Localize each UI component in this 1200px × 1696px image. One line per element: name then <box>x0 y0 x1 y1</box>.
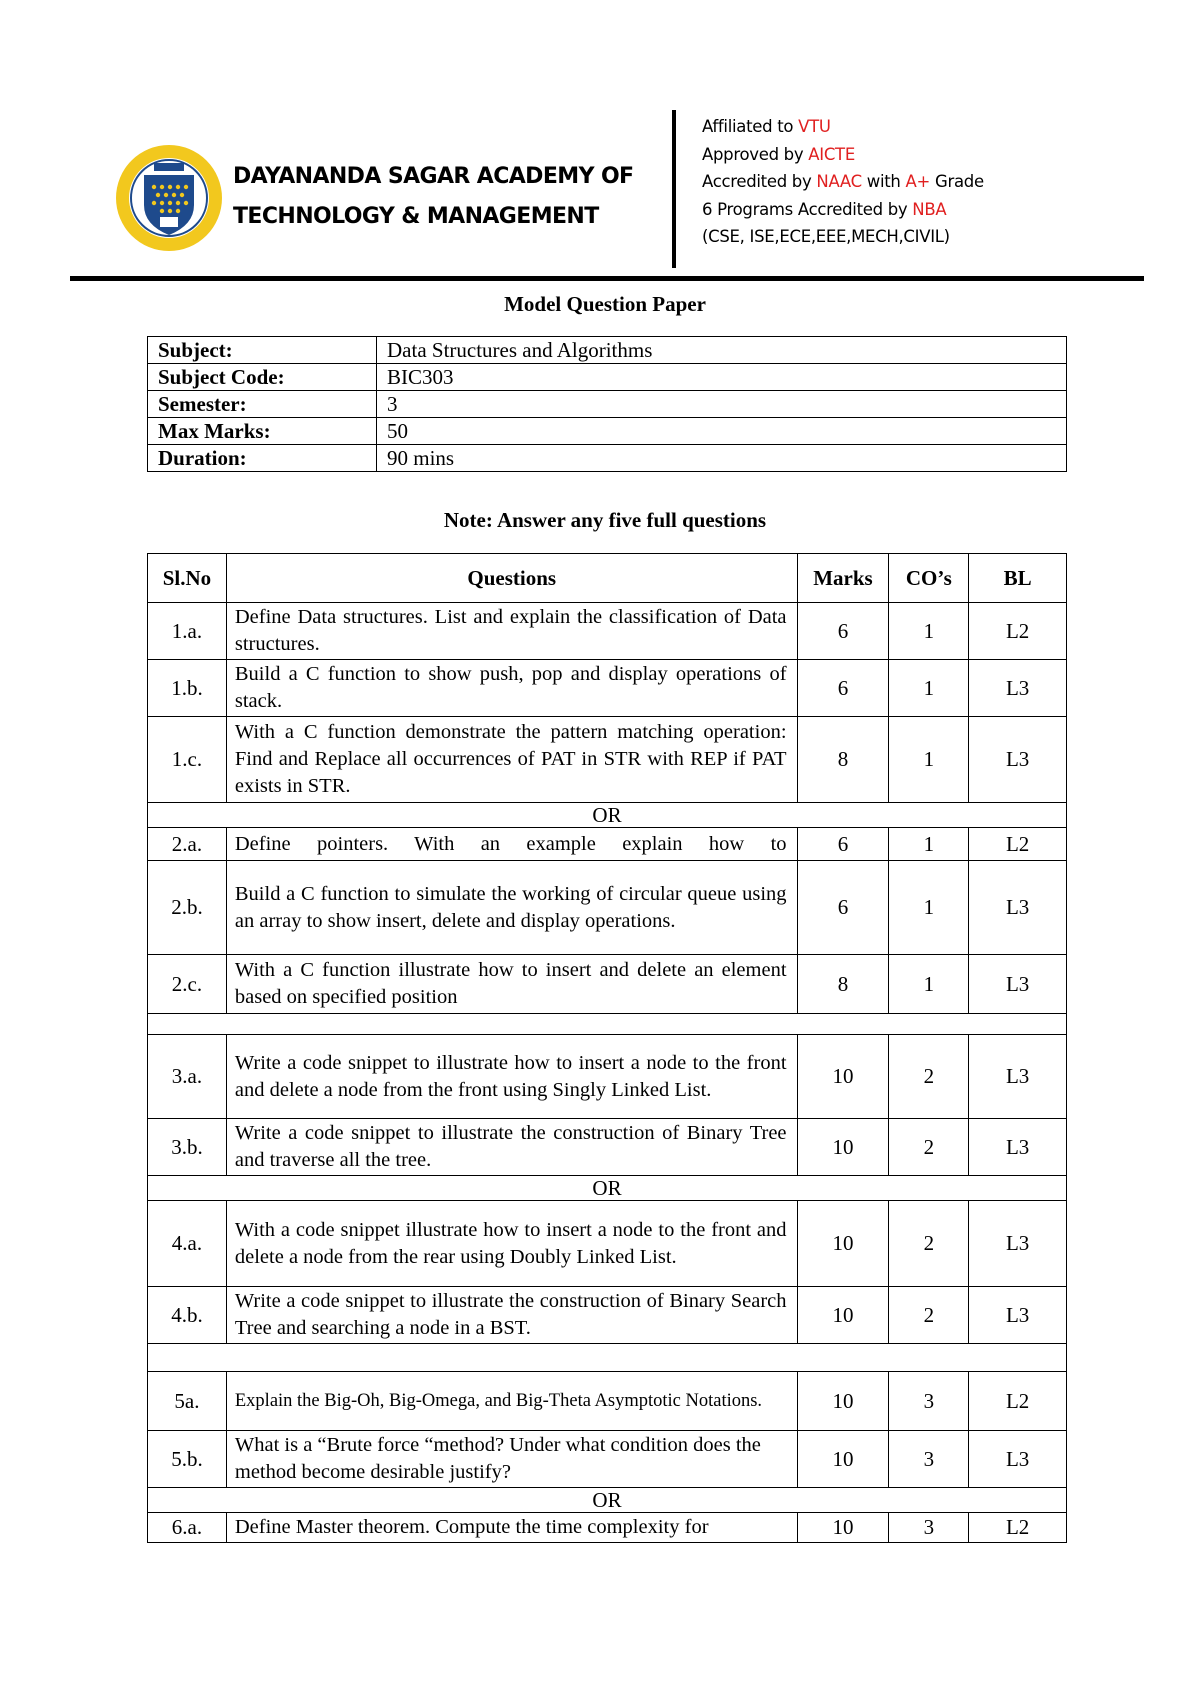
affiliation-line <box>702 113 984 141</box>
cell-slno: 4.b. <box>148 1287 227 1344</box>
cell-bl: L2 <box>969 1372 1067 1431</box>
column-header-questions: Questions <box>226 554 797 603</box>
cell-marks: 6 <box>797 861 889 955</box>
cell-co: 1 <box>889 828 969 861</box>
cell-bl: L3 <box>969 1119 1067 1176</box>
page-title: Model Question Paper <box>504 292 706 316</box>
accreditation-highlight: AICTE <box>808 144 855 164</box>
accreditation-block <box>702 113 984 251</box>
cell-marks: 6 <box>797 603 889 660</box>
table-row <box>148 660 1067 717</box>
table-row <box>148 1287 1067 1344</box>
cell-co: 1 <box>889 955 969 1014</box>
nba-line <box>702 196 984 224</box>
accreditation-text: Approved by <box>702 144 809 164</box>
cell-question: Define pointers. With an example explain how to <box>226 828 797 861</box>
cell-slno: 2.a. <box>148 828 227 861</box>
cell-question: Define Master theorem. Compute the time complexity for <box>226 1513 797 1543</box>
table-row <box>148 1372 1067 1431</box>
cell-marks: 10 <box>797 1035 889 1119</box>
cell-bl: L2 <box>969 1513 1067 1543</box>
cell-slno: 2.b. <box>148 861 227 955</box>
info-row <box>148 445 1067 472</box>
or-label: OR <box>148 803 1067 828</box>
accreditation-text: 6 Programs Accredited by <box>702 199 913 219</box>
cell-bl: L2 <box>969 603 1067 660</box>
cell-slno: 6.a. <box>148 1513 227 1543</box>
cell-marks: 10 <box>797 1372 889 1431</box>
cell-marks: 10 <box>797 1201 889 1287</box>
cell-question: With a code snippet illustrate how to insert a node to the front and delete a node from the rear using Doubly Linked List. <box>226 1201 797 1287</box>
accreditation-highlight: NAAC <box>816 172 862 191</box>
info-label: Subject Code: <box>148 364 377 391</box>
subject-info-table <box>147 336 1067 472</box>
table-row <box>148 1201 1067 1287</box>
cell-slno: 5.b. <box>148 1431 227 1488</box>
cell-marks: 10 <box>797 1431 889 1488</box>
cell-co: 2 <box>889 1287 969 1344</box>
cell-bl: L3 <box>969 717 1067 803</box>
spacer-row <box>148 1014 1067 1035</box>
cell-co: 2 <box>889 1201 969 1287</box>
cell-co: 1 <box>889 603 969 660</box>
info-row <box>148 364 1067 391</box>
cell-bl: L3 <box>969 660 1067 717</box>
table-row <box>148 1035 1067 1119</box>
header-divider <box>672 110 676 268</box>
table-row <box>148 603 1067 660</box>
institution-name-line: TECHNOLOGY & MANAGEMENT <box>233 204 599 229</box>
table-row <box>148 1513 1067 1543</box>
info-value: 90 mins <box>377 445 1067 472</box>
cell-marks: 10 <box>797 1513 889 1543</box>
cell-slno: 2.c. <box>148 955 227 1014</box>
institution-crest-icon <box>114 143 224 253</box>
accreditation-text: with <box>861 172 906 191</box>
accreditation-highlight: NBA <box>912 199 947 219</box>
info-label: Subject: <box>148 337 377 364</box>
cell-marks: 6 <box>797 828 889 861</box>
info-row <box>148 391 1067 418</box>
cell-question: With a C function illustrate how to insert and delete an element based on specified position <box>226 955 797 1014</box>
cell-question: With a C function demonstrate the pattern matching operation: Find and Replace all occurrences of PAT in STR with REP if PAT exists in STR. <box>226 717 797 803</box>
info-label: Max Marks: <box>148 418 377 445</box>
table-row <box>148 1431 1067 1488</box>
cell-co: 3 <box>889 1372 969 1431</box>
column-header-cos: CO’s <box>889 554 969 603</box>
cell-slno: 3.a. <box>148 1035 227 1119</box>
cell-marks: 10 <box>797 1287 889 1344</box>
or-row <box>148 1176 1067 1201</box>
cell-marks: 8 <box>797 955 889 1014</box>
page-header <box>0 0 1200 290</box>
info-label: Duration: <box>148 445 377 472</box>
info-value: 50 <box>377 418 1067 445</box>
cell-co: 2 <box>889 1035 969 1119</box>
accreditation-highlight: A+ <box>905 172 931 191</box>
programs-line <box>702 223 984 251</box>
cell-question: Write a code snippet to illustrate the construction of Binary Tree and traverse all the tree. <box>226 1119 797 1176</box>
info-row <box>148 418 1067 445</box>
approval-line <box>702 141 984 169</box>
table-row <box>148 828 1067 861</box>
cell-bl: L3 <box>969 1035 1067 1119</box>
accreditation-text: (CSE, ISE,ECE,EEE,MECH,CIVIL) <box>702 227 950 246</box>
accreditation-line <box>702 168 984 196</box>
header-rule <box>70 276 1144 281</box>
accreditation-text: Accredited by <box>702 172 817 191</box>
cell-marks: 8 <box>797 717 889 803</box>
or-row <box>148 1488 1067 1513</box>
table-row <box>148 1119 1067 1176</box>
or-row <box>148 803 1067 828</box>
cell-co: 1 <box>889 861 969 955</box>
institution-name-line: DAYANANDA SAGAR ACADEMY OF <box>233 164 634 189</box>
accreditation-highlight: VTU <box>798 117 831 136</box>
info-value: Data Structures and Algorithms <box>377 337 1067 364</box>
column-header-bl: BL <box>969 554 1067 603</box>
questions-table <box>147 553 1067 1543</box>
accreditation-text: Affiliated to <box>702 117 799 136</box>
table-row <box>148 955 1067 1014</box>
or-label: OR <box>148 1488 1067 1513</box>
cell-slno: 5a. <box>148 1372 227 1431</box>
cell-slno: 4.a. <box>148 1201 227 1287</box>
instructions-note: Note: Answer any five full questions <box>443 508 767 532</box>
cell-question: Build a C function to simulate the working of circular queue using an array to show insert, delete and display operations. <box>226 861 797 955</box>
info-value: BIC303 <box>377 364 1067 391</box>
cell-slno: 3.b. <box>148 1119 227 1176</box>
table-row <box>148 717 1067 803</box>
spacer-cell <box>148 1014 1067 1035</box>
cell-co: 3 <box>889 1431 969 1488</box>
cell-co: 3 <box>889 1513 969 1543</box>
cell-bl: L3 <box>969 1201 1067 1287</box>
info-value: 3 <box>377 391 1067 418</box>
cell-question: What is a “Brute force “method? Under what condition does the method become desirable justify? <box>226 1431 797 1488</box>
cell-question: Explain the Big-Oh, Big-Omega, and Big-Theta Asymptotic Notations. <box>226 1372 797 1431</box>
column-header-marks: Marks <box>797 554 889 603</box>
cell-question: Define Data structures. List and explain the classification of Data structures. <box>226 603 797 660</box>
cell-slno: 1.a. <box>148 603 227 660</box>
cell-marks: 10 <box>797 1119 889 1176</box>
spacer-row <box>148 1344 1067 1372</box>
cell-question: Build a C function to show push, pop and display operations of stack. <box>226 660 797 717</box>
cell-marks: 6 <box>797 660 889 717</box>
cell-co: 2 <box>889 1119 969 1176</box>
info-row <box>148 337 1067 364</box>
table-header-row <box>148 554 1067 603</box>
column-header-slno: Sl.No <box>148 554 227 603</box>
table-row <box>148 861 1067 955</box>
cell-bl: L3 <box>969 955 1067 1014</box>
cell-bl: L2 <box>969 828 1067 861</box>
cell-slno: 1.c. <box>148 717 227 803</box>
or-label: OR <box>148 1176 1067 1201</box>
institution-name <box>233 157 634 237</box>
cell-co: 1 <box>889 717 969 803</box>
info-label: Semester: <box>148 391 377 418</box>
accreditation-text: Grade <box>930 172 984 191</box>
cell-co: 1 <box>889 660 969 717</box>
cell-bl: L3 <box>969 1287 1067 1344</box>
cell-slno: 1.b. <box>148 660 227 717</box>
cell-bl: L3 <box>969 861 1067 955</box>
cell-question: Write a code snippet to illustrate how to insert a node to the front and delete a node from the front using Singly Linked List. <box>226 1035 797 1119</box>
cell-bl: L3 <box>969 1431 1067 1488</box>
spacer-cell <box>148 1344 1067 1372</box>
cell-question: Write a code snippet to illustrate the construction of Binary Search Tree and searching a node in a BST. <box>226 1287 797 1344</box>
